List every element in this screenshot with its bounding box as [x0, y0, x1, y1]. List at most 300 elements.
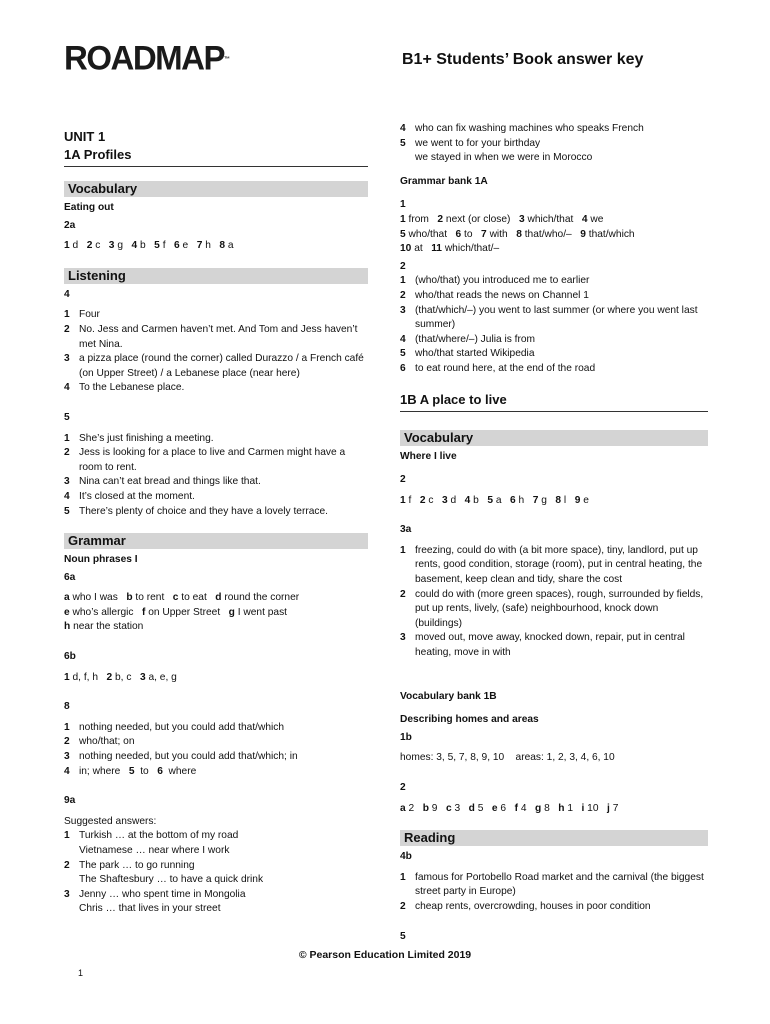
item-text: She’s just finishing a meeting. [79, 432, 214, 444]
answer-number: 4 [464, 494, 471, 506]
exercise-label: 6a [64, 571, 76, 583]
answer-list [64, 308, 368, 396]
item-text: who/that reads the news on Channel 1 [415, 289, 589, 301]
item-text: To the Lebanese place. [79, 382, 185, 394]
item-number: 1 [64, 830, 70, 842]
item-text-wrap [415, 122, 708, 137]
answer-value: 6 [500, 802, 507, 814]
answer-line [400, 228, 708, 243]
item-number: 2 [64, 447, 70, 459]
answer-value: which/that/– [444, 243, 500, 255]
answer-number: 4 [581, 213, 588, 225]
list-item [64, 446, 368, 475]
list-item [64, 475, 368, 490]
inline-answer [400, 495, 411, 506]
item-text: who can fix washing machines who speaks French [415, 123, 644, 134]
answer-value: we [590, 213, 604, 225]
answer-number: 8 [219, 240, 226, 252]
answer-line: homes: 3, 5, 7, 8, 9, 10 areas: 1, 2, 3, 4, 6, 10 [400, 752, 615, 764]
item-number: 2 [64, 323, 70, 335]
answer-number: h [558, 802, 565, 814]
item-text: Jenny … who spent time in Mongolia [79, 888, 246, 900]
answer-number: 10 [400, 243, 412, 255]
answer-value: c [428, 494, 434, 506]
item-number: 6 [157, 765, 163, 777]
list-item [400, 347, 708, 362]
copyright: © Pearson Education Limited 2019 [298, 949, 472, 961]
item-text-wrap [79, 735, 368, 750]
item-text-wrap [79, 505, 368, 520]
answer-value: with [489, 228, 508, 240]
item-number: 2 [64, 736, 70, 748]
item-text: It’s closed at the moment. [79, 490, 195, 502]
answer-value: c [95, 240, 101, 252]
answer-line [64, 606, 368, 621]
item-text: (that/where/–) Julia is from [415, 333, 536, 345]
item-number: 2 [400, 289, 406, 301]
answer-number: 2 [419, 494, 426, 506]
answer-value: 9 [431, 802, 438, 814]
lesson-title: 1A Profiles [64, 146, 368, 167]
answer-list [400, 274, 708, 376]
answer-number: 4 [131, 240, 138, 252]
inline-answer [533, 495, 547, 506]
inline-answer [107, 672, 132, 683]
answer-number: f [514, 802, 518, 814]
answer-value: b, c [115, 671, 132, 683]
item-text: No. Jess and Carmen haven’t met. And Tom and Jess haven’t met Nina. [79, 323, 358, 350]
item-text: to eat round here, at the end of the road [415, 362, 596, 374]
item-number: 5 [64, 505, 70, 517]
list-item [64, 750, 368, 765]
vocab-subtitle: Eating out [64, 202, 114, 213]
answer-number: 8 [516, 228, 522, 240]
list-item [64, 859, 368, 888]
answer-number: 1 [64, 671, 70, 683]
answer-value: who I was [72, 592, 118, 604]
inline-answer [487, 495, 501, 506]
item-number: 1 [64, 432, 70, 444]
answer-list [64, 721, 368, 779]
answer-line [400, 494, 708, 509]
item-text-wrap [79, 323, 368, 352]
item-text: to [140, 765, 149, 777]
list-item [64, 765, 368, 780]
answer-number: 8 [555, 494, 562, 506]
answer-number: e [491, 802, 498, 814]
inline-answer [87, 240, 101, 251]
answer-number: 7 [481, 228, 487, 240]
inline-answer [446, 803, 460, 814]
answer-value: which/that [527, 213, 574, 225]
inline-answer [197, 240, 211, 251]
answer-number: 9 [574, 494, 581, 506]
list-item [64, 323, 368, 352]
page-number: 1 [78, 968, 84, 978]
item-text: famous for Portobello Road market and the carnival (the biggest street party in Europe) [415, 871, 704, 898]
inline-answer [219, 240, 233, 251]
answer-number: c [172, 592, 179, 604]
answer-value: 8 [544, 802, 550, 814]
exercise-label: 4b [400, 851, 412, 863]
item-text-wrap [415, 274, 708, 289]
inline-answer [515, 803, 527, 814]
list-item [400, 900, 708, 915]
answer-number: c [445, 802, 452, 814]
list-item [64, 505, 368, 520]
answer-value: e [182, 240, 189, 252]
exercise-label: 2 [400, 474, 406, 486]
answer-number: 7 [196, 240, 203, 252]
item-number: 3 [64, 476, 70, 488]
intro-text: Suggested answers: [64, 815, 157, 827]
answer-number: 3 [139, 671, 146, 683]
inline-answer [510, 495, 524, 506]
item-text-wrap [79, 352, 368, 381]
list-item [400, 333, 708, 348]
answer-value: 3 [454, 802, 461, 814]
answer-value: 7 [612, 802, 619, 814]
grammar-subtitle: Noun phrases I [64, 554, 138, 566]
item-text: Four [79, 309, 100, 321]
unit-title: UNIT 1 [64, 129, 106, 144]
exercise-label: 3a [400, 524, 412, 536]
answer-value: g [541, 494, 547, 506]
inline-answer [492, 803, 506, 814]
item-text-wrap [79, 475, 368, 490]
answer-line [64, 591, 368, 606]
answer-number: b [126, 592, 133, 604]
lesson-title: 1B A place to live [400, 391, 708, 412]
item-text: There’s plenty of choice and they have a lovely terrace. [79, 505, 328, 517]
vocab-bank-title: Vocabulary bank 1B [400, 690, 497, 702]
exercise-label: 9a [64, 795, 76, 807]
answer-number: 5 [400, 228, 406, 240]
answer-value: h [518, 494, 525, 506]
item-text-wrap [415, 137, 708, 166]
answer-number: j [607, 802, 610, 814]
item-number: 4 [400, 123, 406, 134]
item-text-wrap [79, 432, 368, 447]
answer-value: 1 [567, 802, 573, 814]
answer-line [64, 239, 368, 254]
answer-number: 3 [108, 240, 115, 252]
answer-value: who/that [408, 228, 448, 240]
item-text-second: we stayed in when we were in Morocco [415, 152, 593, 164]
answer-number: 5 [487, 494, 494, 506]
answer-number: i [581, 802, 585, 814]
item-text-wrap [79, 859, 368, 888]
item-number: 4 [64, 490, 70, 502]
answer-number: 6 [455, 228, 462, 240]
answer-number: 1 [64, 240, 70, 252]
answer-value: l [563, 494, 567, 506]
answer-list [64, 829, 368, 917]
inline-answer [558, 803, 573, 814]
item-text: who/that started Wikipedia [415, 348, 535, 360]
answer-line [400, 242, 708, 257]
item-number: 3 [64, 888, 70, 900]
item-text-wrap [79, 888, 368, 917]
inline-answer [64, 672, 98, 683]
answer-number: h [64, 621, 71, 633]
list-item [400, 122, 708, 137]
answer-value: g [117, 240, 123, 252]
grammar-bank-title: Grammar bank 1A [400, 175, 488, 187]
item-text-wrap [415, 631, 708, 660]
exercise-label: 1 [400, 199, 406, 211]
item-number: 3 [64, 751, 70, 763]
item-text: Turkish … at the bottom of my road [79, 830, 239, 842]
inline-answer [555, 495, 566, 506]
item-text: in; where [79, 765, 121, 777]
vocab-bank-subtitle: Describing homes and areas [400, 714, 539, 726]
answer-value: a [227, 240, 234, 252]
list-item [64, 735, 368, 750]
item-text: who/that; on [79, 736, 135, 748]
answer-value: who’s allergic [72, 606, 134, 618]
answer-number: 9 [580, 228, 586, 240]
inline-answer [131, 240, 145, 251]
item-number: 1 [64, 721, 70, 733]
item-number: 5 [400, 348, 406, 360]
answer-value: f [408, 494, 412, 506]
item-text-wrap [79, 381, 368, 396]
list-item [400, 137, 708, 166]
list-item [64, 829, 368, 858]
item-text: cheap rents, overcrowding, houses in poor condition [415, 900, 651, 912]
item-text: nothing needed, but you could add that/which [79, 721, 285, 733]
item-text-wrap [415, 900, 708, 915]
answer-value: from [408, 213, 429, 225]
answer-value: b [140, 240, 146, 252]
answer-line [64, 671, 368, 686]
answer-lines [64, 591, 368, 635]
answer-value: 10 [587, 802, 599, 814]
item-text: (who/that) you introduced me to earlier [415, 275, 590, 287]
answer-value: that/which [588, 228, 635, 240]
answer-number: d [215, 592, 222, 604]
answer-line [64, 620, 368, 635]
item-number: 4 [64, 382, 70, 394]
list-item [400, 304, 708, 333]
answer-number: 6 [510, 494, 516, 506]
exercise-label: 5 [400, 930, 406, 942]
item-text-wrap [79, 829, 368, 858]
item-text-wrap [415, 289, 708, 304]
answer-value: d, f, h [72, 671, 98, 683]
logo: ROADMAP™ [64, 38, 230, 77]
page-title: B1+ Students’ Book answer key [402, 51, 644, 68]
item-text: (that/which/–) you went to last summer (or where you went last summer) [415, 304, 698, 331]
item-text: could do with (more green spaces), rough, surrounded by fields, put up rents, lively, (safe) neighbourhood, knock down (buildings) [415, 588, 704, 629]
list-item [400, 631, 708, 660]
exercise-label: 2 [400, 260, 406, 272]
item-text-wrap [415, 871, 708, 900]
answer-number: b [422, 802, 429, 814]
section-vocabulary: Vocabulary [400, 430, 708, 446]
item-number: 5 [128, 765, 135, 777]
answer-value: to rent [135, 592, 165, 604]
inline-answer [535, 803, 550, 814]
exercise-label: 4 [64, 288, 70, 300]
section-listening: Listening [64, 268, 368, 284]
item-text: we went to for your birthday [415, 137, 541, 149]
answer-number: g [534, 802, 542, 814]
answer-number: f [141, 606, 146, 618]
answer-value: I went past [237, 606, 288, 618]
item-number: 1 [400, 544, 406, 556]
inline-answer [442, 495, 456, 506]
item-number: 1 [400, 871, 406, 883]
item-text-wrap [415, 362, 708, 377]
answer-number: 2 [106, 671, 113, 683]
item-number: 3 [64, 353, 70, 365]
item-text: The park … to go running [79, 859, 195, 871]
list-item [400, 362, 708, 377]
inline-answer [465, 495, 479, 506]
answer-lines [400, 213, 708, 257]
item-number: 3 [400, 304, 406, 316]
answer-value: a [495, 494, 502, 506]
exercise-label: 5 [64, 411, 70, 423]
vocab-subtitle: Where I live [400, 450, 457, 462]
item-text-wrap [415, 544, 708, 588]
inline-answer [109, 240, 123, 251]
answer-value: d [72, 240, 79, 252]
answer-value: at [414, 243, 423, 255]
answer-number: 2 [437, 213, 444, 225]
exercise-label: 8 [64, 701, 70, 713]
answer-value: to [464, 228, 473, 240]
item-text: a pizza place (round the corner) called Durazzo / a French café (on Upper Street) / a Lebanese place (near here) [79, 353, 364, 379]
inline-answer [140, 672, 177, 683]
item-number: 1 [64, 309, 70, 321]
answer-value: that/who/– [524, 228, 572, 240]
answer-value: f [162, 240, 166, 252]
answer-value: on Upper Street [148, 606, 221, 618]
exercise-label: 2 [400, 782, 406, 793]
section-vocabulary: Vocabulary [64, 181, 368, 197]
item-number: 4 [400, 333, 406, 345]
answer-value: a, e, g [148, 671, 177, 683]
item-number: 2 [64, 859, 70, 871]
item-text: moved out, move away, knocked down, repair, put in central heating, move in with [415, 632, 685, 659]
item-text-wrap [79, 446, 368, 475]
item-number: 3 [400, 632, 406, 644]
answer-list [400, 544, 708, 661]
answer-value: h [205, 240, 211, 252]
answer-value: 5 [477, 802, 484, 814]
inline-answer [581, 803, 598, 814]
answer-number: g [228, 606, 235, 618]
answer-value: round the corner [224, 592, 300, 604]
answer-number: 3 [441, 494, 448, 506]
answer-line [400, 213, 708, 228]
item-text-wrap [415, 588, 708, 632]
item-text-wrap [79, 490, 368, 505]
section-reading: Reading [400, 830, 708, 846]
inline-answer [469, 803, 484, 814]
list-item [64, 721, 368, 736]
inline-answer [174, 240, 188, 251]
item-text-wrap [79, 750, 368, 765]
answer-number: 7 [532, 494, 539, 506]
list-item [64, 888, 368, 917]
answer-number: e [64, 606, 70, 618]
item-text: Nina can’t eat bread and things like that. [79, 476, 261, 488]
exercise-label: 2a [64, 219, 76, 231]
list-item [64, 381, 368, 396]
item-text-wrap [79, 765, 368, 780]
answer-list [64, 432, 368, 520]
answer-number: 1 [400, 494, 406, 506]
item-text-wrap [415, 333, 708, 348]
item-number: 2 [400, 588, 406, 600]
answer-value: 2 [408, 802, 415, 814]
answer-number: 6 [174, 240, 180, 252]
inline-answer [607, 803, 618, 814]
item-number: 1 [400, 275, 406, 287]
item-text-second: Chris … that lives in your street [79, 903, 221, 915]
answer-value: 4 [520, 802, 527, 814]
exercise-label: 6b [64, 651, 76, 663]
answer-number: 3 [518, 213, 525, 225]
answer-number: a [400, 802, 406, 814]
list-item [400, 588, 708, 632]
answer-value: b [473, 494, 479, 506]
answer-value: e [583, 494, 589, 506]
list-item [64, 490, 368, 505]
inline-answer [154, 240, 165, 251]
item-text-wrap [79, 721, 368, 736]
right-column [400, 122, 708, 944]
answer-value: d [450, 494, 457, 506]
answer-list [400, 871, 708, 915]
answer-value: next (or close) [445, 213, 511, 225]
item-text-wrap [415, 304, 708, 333]
inline-answer [64, 240, 78, 251]
list-item [400, 871, 708, 900]
item-text-second: Vietnamese … near where I work [79, 845, 230, 856]
item-number: 6 [400, 362, 406, 374]
inline-answer [423, 803, 438, 814]
answer-number: 2 [86, 240, 93, 252]
list-item [64, 352, 368, 381]
answer-number: 1 [400, 213, 406, 225]
inline-answer [575, 495, 589, 506]
left-column [64, 122, 368, 917]
item-number: 5 [400, 137, 406, 149]
item-text: nothing needed, but you could add that/which; in [79, 751, 298, 763]
answer-number: d [468, 802, 475, 814]
list-item [64, 432, 368, 447]
item-text: Jess is looking for a place to live and Carmen might have a room to rent. [79, 447, 346, 473]
item-text-wrap [79, 308, 368, 323]
list-item [400, 289, 708, 304]
inline-answer [420, 495, 434, 506]
list-item [400, 544, 708, 588]
list-item [400, 274, 708, 289]
answer-number: 11 [431, 243, 442, 255]
item-number: 4 [64, 765, 70, 777]
item-text: freezing, could do with (a bit more space), tiny, landlord, put up rents, good condition, storage (room), put in central heating, the basement, keep clean and tidy, share the cost [415, 544, 703, 586]
answer-value: near the station [73, 621, 144, 633]
section-grammar: Grammar [64, 533, 368, 549]
answer-value: to eat [181, 592, 207, 604]
item-number: 2 [400, 900, 406, 912]
exercise-label: 1b [400, 731, 412, 743]
